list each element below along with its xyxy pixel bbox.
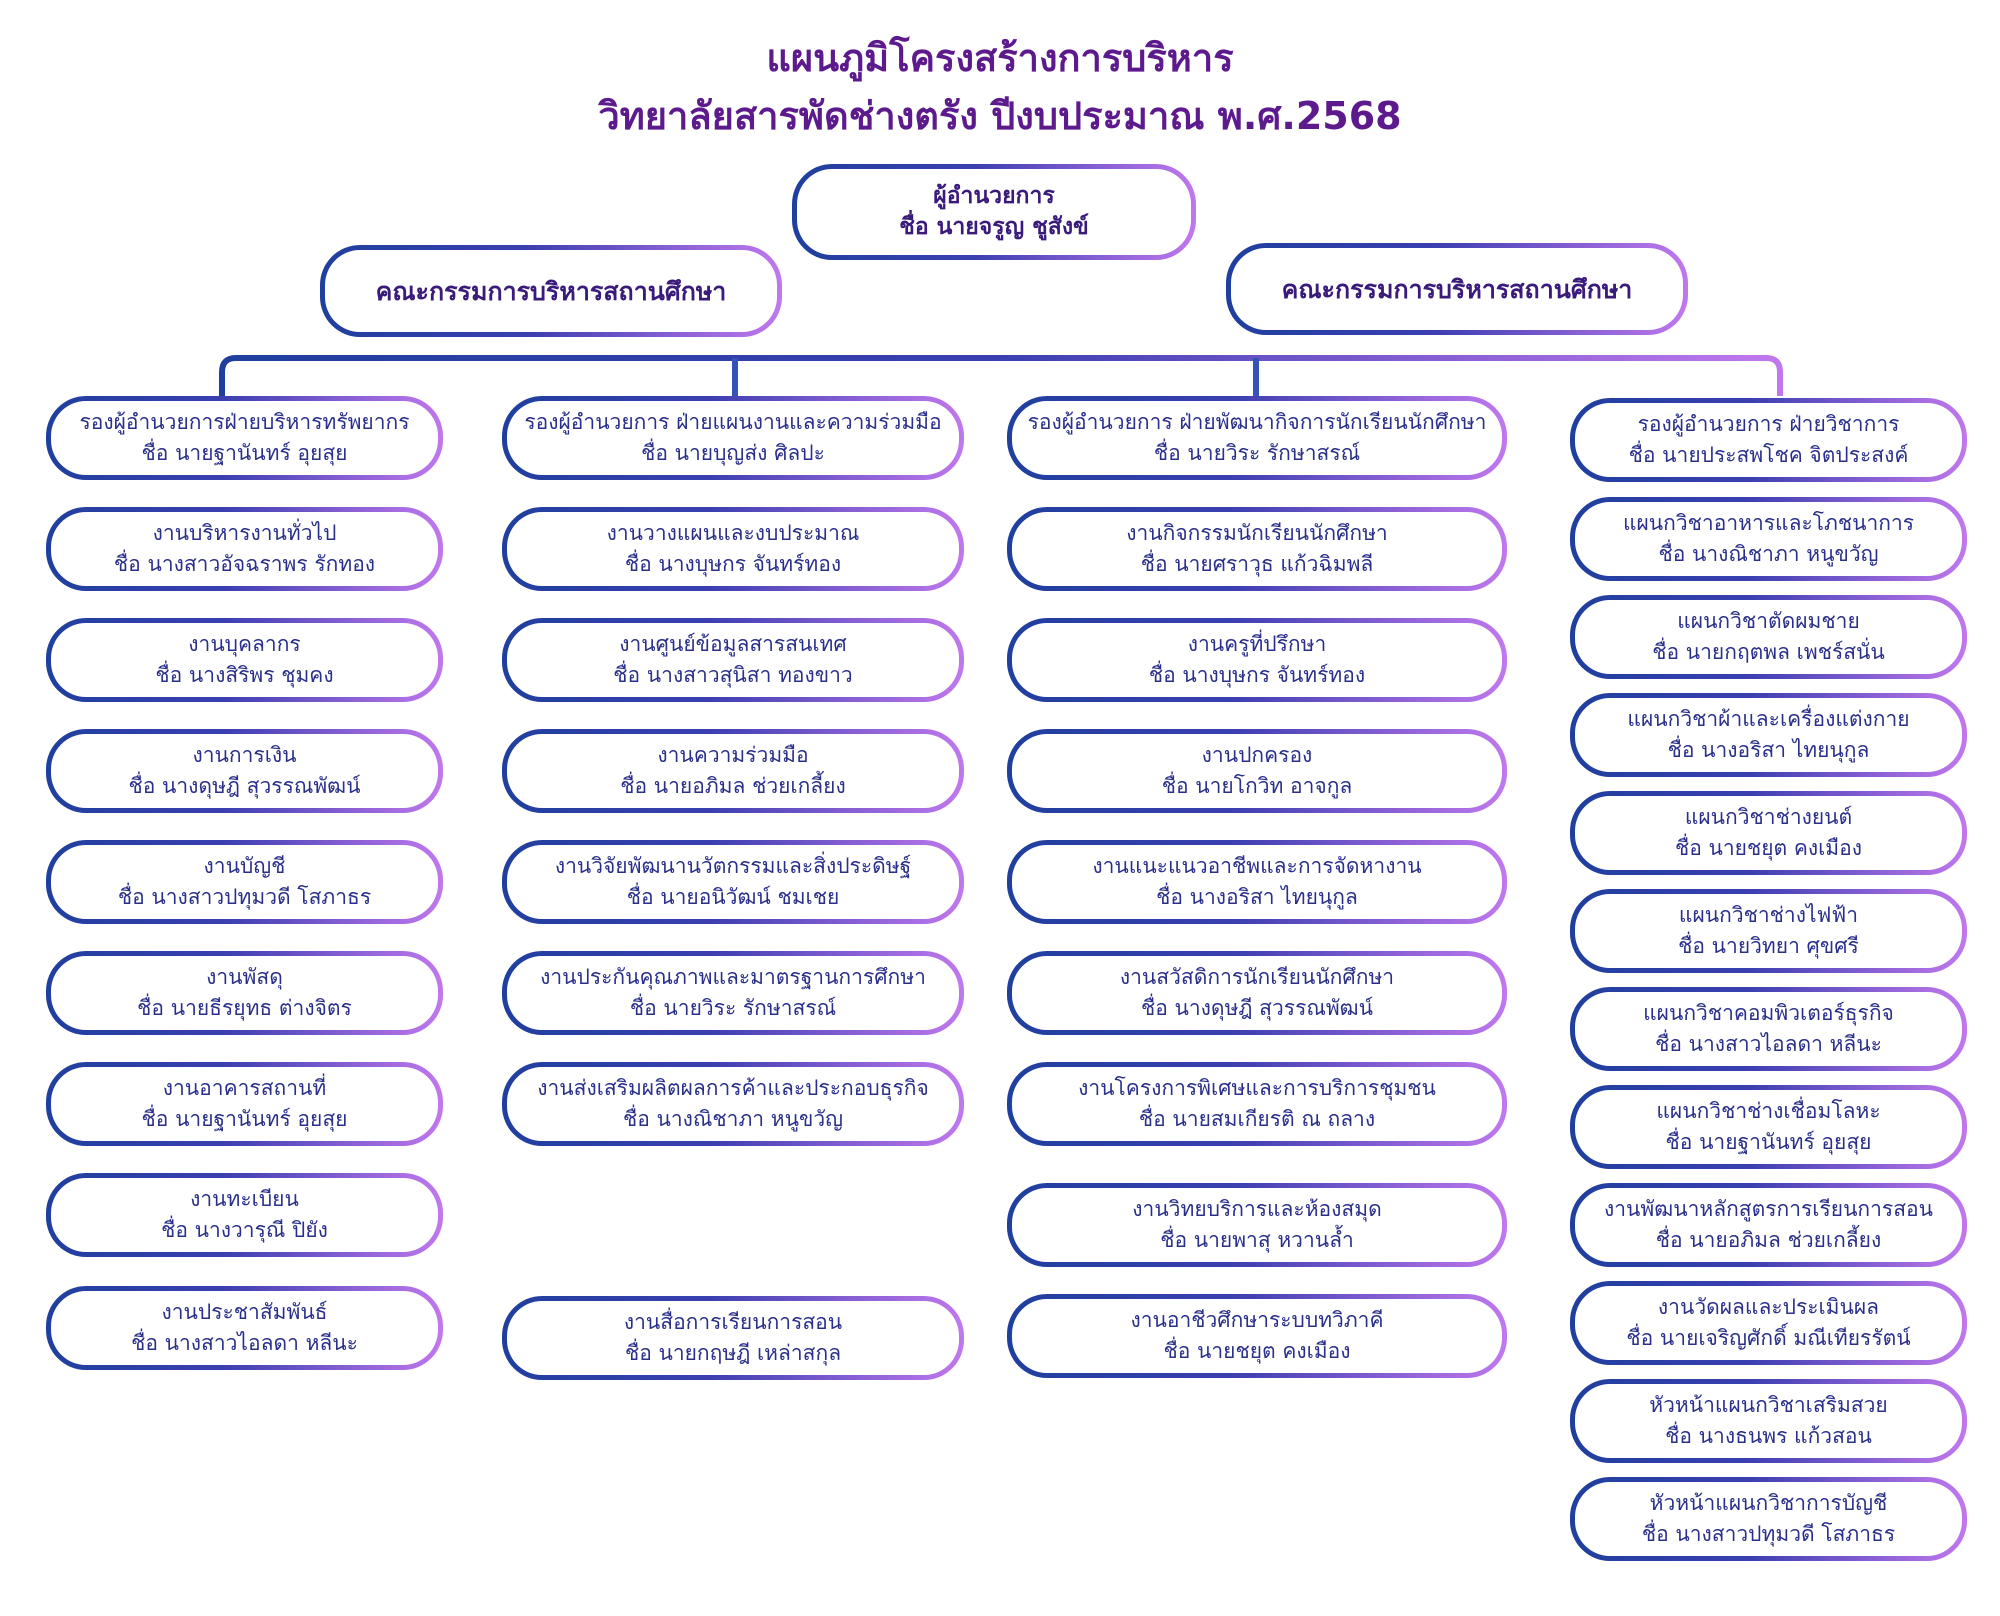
unit-name: ชื่อ นางอริสา ไทยนุกูล <box>1156 885 1358 909</box>
unit-name: ชื่อ นางสาวปทุมวดี โสภาธร <box>1641 1522 1896 1546</box>
unit-role: งานบัญชี <box>203 854 286 878</box>
unit-name: ชื่อ นางณิชาภา หนูขวัญ <box>622 1107 844 1131</box>
deputy-name: ชื่อ นายประสพโชค จิตประสงค์ <box>1628 443 1909 467</box>
director-name: ชื่อ นายจรูญ ชูสังข์ <box>899 214 1089 240</box>
unit-role: หัวหน้าแผนกวิชาเสริมสวย <box>1649 1393 1888 1417</box>
unit-role: งานทะเบียน <box>190 1187 299 1211</box>
unit-name: ชื่อ นางวารุณี ปิยัง <box>161 1218 328 1242</box>
deputy-role: รองผู้อำนวยการ ฝ่ายพัฒนากิจการนักเรียนนักศึกษา <box>1027 410 1487 434</box>
unit-name: ชื่อ นางอริสา ไทยนุกูล <box>1667 738 1870 762</box>
unit-name: ชื่อ นางดุษฎี สุวรรณพัฒน์ <box>128 774 361 798</box>
unit-name: ชื่อ นายสมเกียรติ ณ ถลาง <box>1138 1107 1376 1131</box>
unit-name: ชื่อ นางบุษกร จันทร์ทอง <box>624 552 842 576</box>
committee-label: คณะกรรมการบริหารสถานศึกษา <box>375 276 727 306</box>
unit-name: ชื่อ นางสาวสุนิสา ทองขาว <box>613 663 853 687</box>
committee-box-left <box>320 245 782 337</box>
unit-role: งานบริหารงานทั่วไป <box>152 521 337 545</box>
unit-role: งานกิจกรรมนักเรียนนักศึกษา <box>1126 521 1388 545</box>
deputy-box-student-affairs <box>1007 396 1507 480</box>
unit-box <box>1570 987 1967 1071</box>
committee-box-right <box>1226 243 1688 335</box>
unit-name: ชื่อ นายธีรยุทธ ต่างจิตร <box>137 996 352 1020</box>
unit-box <box>1570 791 1967 875</box>
unit-box <box>1007 618 1507 702</box>
unit-name: ชื่อ นางธนพร แก้วสอน <box>1665 1424 1872 1448</box>
chart-title-line2: วิทยาลัยสารพัดช่างตรัง ปีงบประมาณ พ.ศ.2568 <box>598 94 1402 138</box>
unit-name: ชื่อ นางณิชาภา หนูขวัญ <box>1658 542 1879 566</box>
unit-name: ชื่อ นายพาสุ หวานล้ำ <box>1160 1228 1354 1252</box>
director-box <box>792 164 1196 260</box>
director-role: ผู้อำนวยการ <box>933 183 1055 209</box>
unit-box <box>1570 1085 1967 1169</box>
unit-name: ชื่อ นายกฤตพล เพชร์สนั่น <box>1652 640 1885 664</box>
unit-box <box>1570 1281 1967 1365</box>
unit-name: ชื่อ นายอนิวัฒน์ ชมเชย <box>626 885 840 909</box>
unit-box <box>1570 497 1967 581</box>
unit-role: งานวางแผนและงบประมาณ <box>606 521 860 545</box>
unit-name: ชื่อ นางสาวไอลดา หลีนะ <box>1655 1032 1882 1056</box>
unit-role: หัวหน้าแผนกวิชาการบัญชี <box>1649 1491 1888 1515</box>
unit-box <box>502 618 964 702</box>
committee-label: คณะกรรมการบริหารสถานศึกษา <box>1281 274 1633 304</box>
unit-box <box>1570 1183 1967 1267</box>
unit-name: ชื่อ นายโกวิท อาจกูล <box>1161 774 1353 798</box>
unit-box <box>502 951 964 1035</box>
unit-box <box>46 1173 443 1257</box>
unit-role: งานสวัสดิการนักเรียนนักศึกษา <box>1119 965 1395 989</box>
unit-name: ชื่อ นายฐานันทร์ อุยสุย <box>141 1107 348 1131</box>
unit-name: ชื่อ นายชยุต คงเมือง <box>1674 836 1863 860</box>
deputy-name: ชื่อ นายฐานันทร์ อุยสุย <box>141 441 348 465</box>
unit-box <box>1570 1379 1967 1463</box>
unit-name: ชื่อ นายเจริญศักดิ์ มณีเทียรรัตน์ <box>1626 1326 1911 1350</box>
deputy-role: รองผู้อำนวยการ ฝ่ายแผนงานและความร่วมมือ <box>524 410 942 434</box>
unit-role: แผนกวิชาผ้าและเครื่องแต่งกาย <box>1627 707 1910 731</box>
unit-name: ชื่อ นางสาวไอลดา หลีนะ <box>131 1331 358 1355</box>
unit-box <box>1570 889 1967 973</box>
unit-box <box>502 1062 964 1146</box>
deputy-box-resources <box>46 396 443 480</box>
deputy-box-academic <box>1570 398 1967 482</box>
unit-role: แผนกวิชาคอมพิวเตอร์ธุรกิจ <box>1643 1001 1894 1025</box>
unit-name: ชื่อ นางดุษฎี สุวรรณพัฒน์ <box>1140 996 1373 1020</box>
chart-title-line1: แผนภูมิโครงสร้างการบริหาร <box>766 36 1234 80</box>
unit-box <box>502 1296 964 1380</box>
unit-name: ชื่อ นางสิริพร ชุมคง <box>155 663 334 687</box>
unit-box <box>1007 507 1507 591</box>
unit-name: ชื่อ นายวิระ รักษาสรณ์ <box>629 996 837 1020</box>
unit-role: งานอาชีวศึกษาระบบทวิภาคี <box>1130 1308 1384 1332</box>
deputy-role: รองผู้อำนวยการฝ่ายบริหารทรัพยากร <box>79 410 410 434</box>
unit-role: งานศูนย์ข้อมูลสารสนเทศ <box>619 632 847 656</box>
unit-box <box>46 1062 443 1146</box>
unit-role: งานสื่อการเรียนการสอน <box>623 1310 843 1334</box>
unit-role: งานพัฒนาหลักสูตรการเรียนการสอน <box>1604 1197 1933 1221</box>
unit-role: งานโครงการพิเศษและการบริการชุมชน <box>1078 1076 1436 1100</box>
unit-name: ชื่อ นายฐานันทร์ อุยสุย <box>1665 1130 1872 1154</box>
unit-box <box>46 729 443 813</box>
unit-box <box>502 729 964 813</box>
unit-box <box>1007 951 1507 1035</box>
unit-role: งานส่งเสริมผลิตผลการค้าและประกอบธุรกิจ <box>537 1076 929 1100</box>
unit-name: ชื่อ นางบุษกร จันทร์ทอง <box>1148 663 1366 687</box>
unit-role: งานบุคลากร <box>188 632 301 656</box>
unit-box <box>46 507 443 591</box>
unit-role: งานแนะแนวอาชีพและการจัดหางาน <box>1092 854 1422 878</box>
unit-role: งานอาคารสถานที่ <box>162 1076 327 1100</box>
unit-box <box>1007 1294 1507 1378</box>
unit-role: งานวิจัยพัฒนานวัตกรรมและสิ่งประดิษฐ์ <box>554 854 912 878</box>
unit-box <box>1570 693 1967 777</box>
unit-role: งานการเงิน <box>192 743 297 767</box>
unit-box <box>46 840 443 924</box>
unit-role: งานปกครอง <box>1201 743 1313 767</box>
unit-role: แผนกวิชาช่างยนต์ <box>1684 805 1853 829</box>
unit-role: งานวิทยบริการและห้องสมุด <box>1132 1197 1382 1221</box>
unit-role: งานประชาสัมพันธ์ <box>161 1300 328 1324</box>
unit-role: งานประกันคุณภาพและมาตรฐานการศึกษา <box>540 965 926 989</box>
unit-role: งานครูที่ปรึกษา <box>1187 632 1327 656</box>
unit-role: งานพัสดุ <box>206 965 283 989</box>
unit-name: ชื่อ นายกฤษฎี เหล่าสกุล <box>624 1341 842 1365</box>
unit-box <box>1570 1477 1967 1561</box>
unit-role: งานความร่วมมือ <box>657 743 809 767</box>
unit-role: แผนกวิชาช่างไฟฟ้า <box>1678 903 1859 927</box>
unit-role: งานวัดผลและประเมินผล <box>1657 1295 1880 1319</box>
unit-name: ชื่อ นายอภิมล ช่วยเกลี้ยง <box>620 774 846 798</box>
unit-name: ชื่อ นายวิทยา ศุขศรี <box>1678 934 1859 958</box>
deputy-name: ชื่อ นายวิระ รักษาสรณ์ <box>1153 441 1361 465</box>
unit-box <box>46 618 443 702</box>
main-connector <box>222 358 1780 396</box>
deputy-box-planning <box>502 396 964 480</box>
unit-box <box>46 1286 443 1370</box>
unit-name: ชื่อ นางสาวอัจฉราพร รักทอง <box>113 552 376 576</box>
unit-role: แผนกวิชาอาหารและโภชนาการ <box>1622 511 1915 535</box>
unit-name: ชื่อ นายชยุต คงเมือง <box>1163 1339 1351 1363</box>
unit-box <box>1007 1062 1507 1146</box>
unit-box <box>1007 1183 1507 1267</box>
unit-role: แผนกวิชาช่างเชื่อมโลหะ <box>1656 1099 1881 1123</box>
unit-box <box>1007 729 1507 813</box>
unit-box <box>1007 840 1507 924</box>
unit-role: แผนกวิชาตัดผมชาย <box>1677 609 1860 633</box>
unit-name: ชื่อ นายอภิมล ช่วยเกลี้ยง <box>1655 1228 1882 1252</box>
unit-name: ชื่อ นางสาวปทุมวดี โสภาธร <box>117 885 372 909</box>
deputy-role: รองผู้อำนวยการ ฝ่ายวิชาการ <box>1637 412 1900 436</box>
unit-name: ชื่อ นายศราวุธ แก้วฉิมพลี <box>1140 552 1374 576</box>
unit-box <box>502 507 964 591</box>
deputy-name: ชื่อ นายบุญส่ง ศิลปะ <box>641 441 825 465</box>
unit-box <box>502 840 964 924</box>
unit-box <box>46 951 443 1035</box>
unit-box <box>1570 595 1967 679</box>
